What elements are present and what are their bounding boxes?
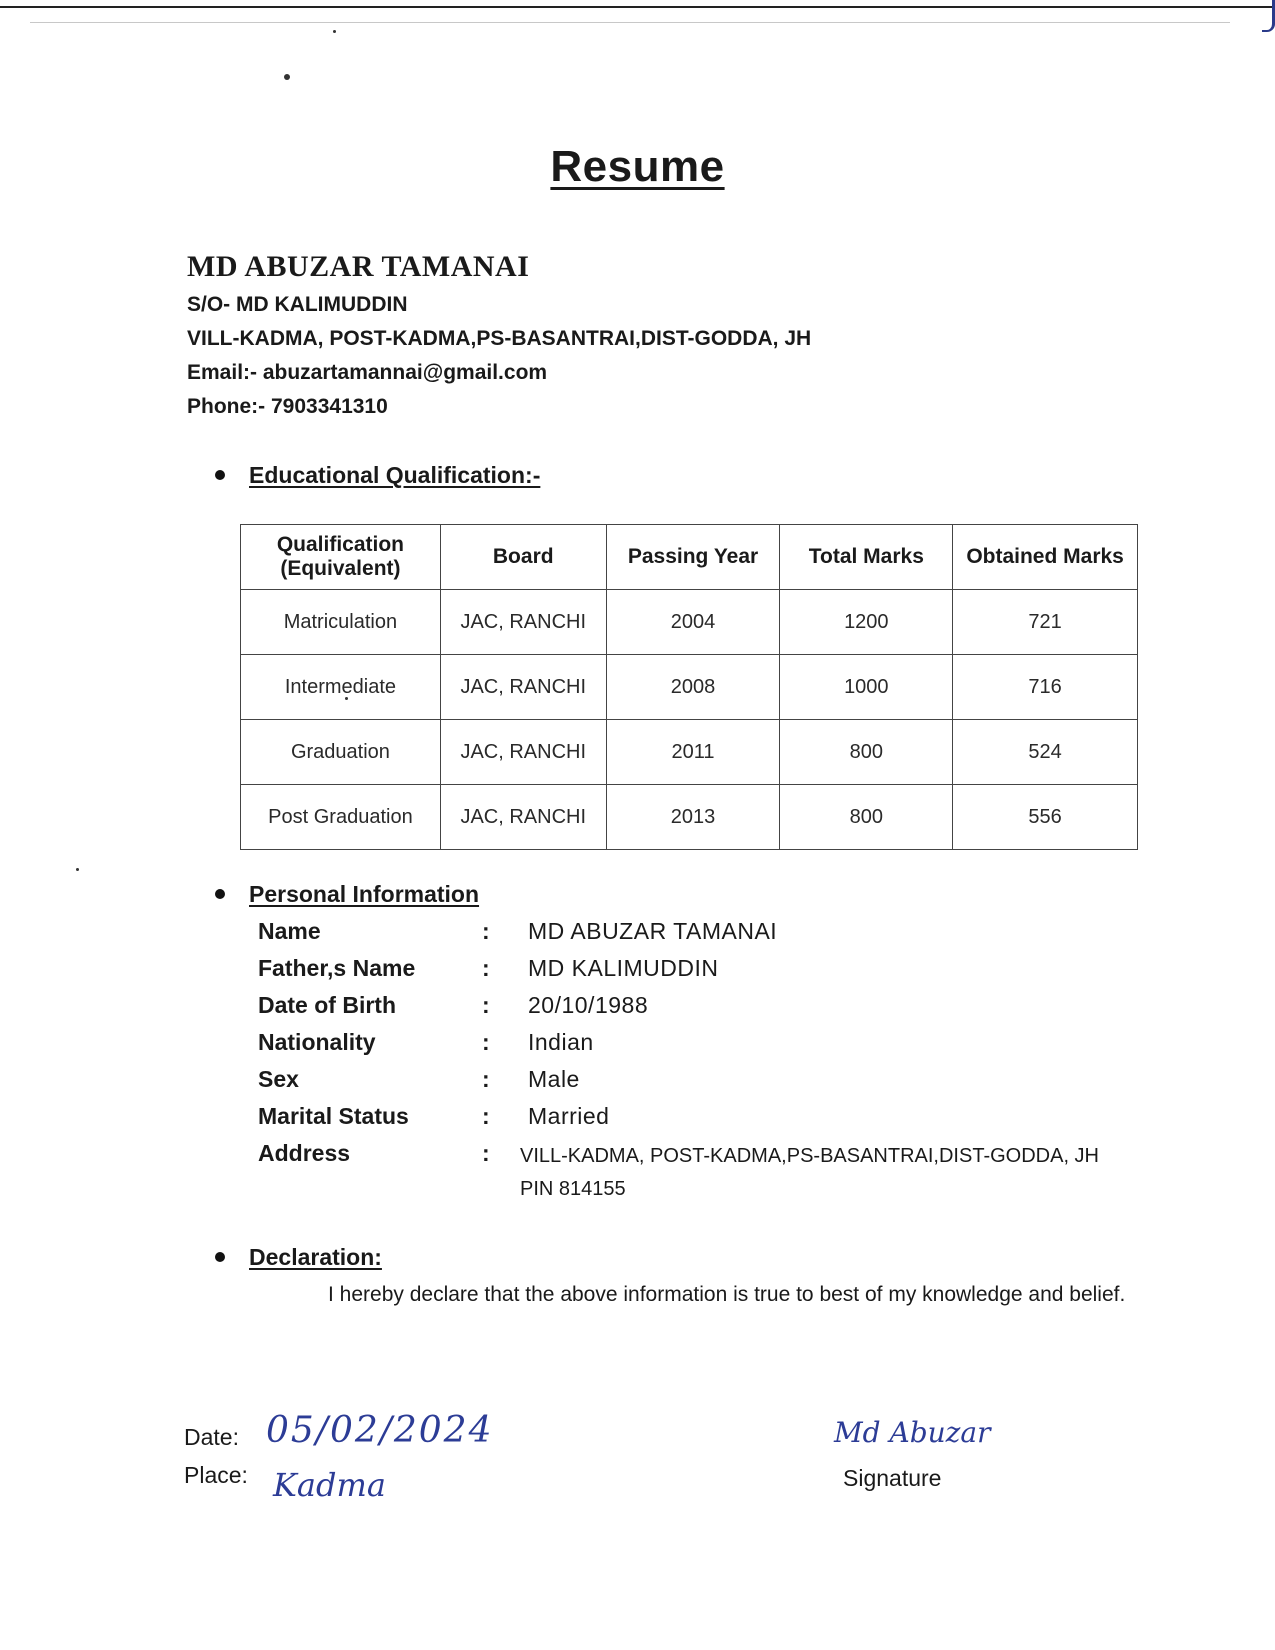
field-colon: : xyxy=(482,955,490,981)
table-row xyxy=(241,720,1138,785)
signature-label: Signature xyxy=(843,1465,942,1491)
scan-speck xyxy=(333,30,336,33)
table-cell: 2004 xyxy=(606,590,780,655)
table-row xyxy=(241,785,1138,850)
table-cell: 800 xyxy=(780,785,953,850)
column-header: Qualification (Equivalent) xyxy=(241,525,441,590)
education-heading: Educational Qualification:- xyxy=(215,462,540,489)
scan-speck xyxy=(76,868,79,871)
scan-line xyxy=(30,22,1230,23)
address-line-1: VILL-KADMA, POST-KADMA,PS-BASANTRAI,DIST-GODDA, JH xyxy=(520,1145,1099,1167)
table-cell: Graduation xyxy=(241,720,441,785)
field-label: Sex xyxy=(258,1066,299,1092)
address-line: VILL-KADMA, POST-KADMA,PS-BASANTRAI,DIST-GODDA, JH xyxy=(187,327,812,350)
table-cell: Matriculation xyxy=(241,590,441,655)
email-line: Email:- abuzartamannai@gmail.com xyxy=(187,361,548,384)
field-value: Indian xyxy=(528,1029,594,1055)
table-cell: 721 xyxy=(953,590,1138,655)
place-handwritten: Kadma xyxy=(273,1466,386,1504)
field-colon: : xyxy=(482,1029,490,1055)
table-row xyxy=(241,655,1138,720)
table-cell: 2011 xyxy=(606,720,780,785)
bullet-icon xyxy=(215,889,225,899)
field-label: Nationality xyxy=(258,1029,376,1055)
column-header: Obtained Marks xyxy=(953,525,1138,590)
table-cell: Intermediate xyxy=(241,655,441,720)
scan-top-edge xyxy=(0,0,1275,8)
table-cell: 2013 xyxy=(606,785,780,850)
table-header-row xyxy=(241,525,1138,590)
signature-handwritten: Md Abuzar xyxy=(834,1416,991,1449)
field-value: Married xyxy=(528,1103,610,1129)
field-value: 20/10/1988 xyxy=(528,992,649,1018)
column-header: Total Marks xyxy=(780,525,953,590)
table-row xyxy=(241,590,1138,655)
table-cell: JAC, RANCHI xyxy=(440,785,606,850)
table-cell: JAC, RANCHI xyxy=(440,655,606,720)
table-cell: 556 xyxy=(953,785,1138,850)
place-label: Place: xyxy=(184,1462,248,1488)
address-line-2: PIN 814155 xyxy=(520,1178,626,1200)
field-label: Date of Birth xyxy=(258,992,396,1018)
field-colon: : xyxy=(482,918,490,944)
field-label: Address xyxy=(258,1140,351,1166)
field-colon: : xyxy=(482,1066,490,1092)
father-line: S/O- MD KALIMUDDIN xyxy=(187,293,408,316)
field-value: MD ABUZAR TAMANAI xyxy=(528,918,778,944)
table-cell: JAC, RANCHI xyxy=(440,720,606,785)
date-handwritten: 05/02/2024 xyxy=(266,1410,494,1451)
table-cell: 800 xyxy=(780,720,953,785)
phone-line: Phone:- 7903341310 xyxy=(187,395,388,418)
table-cell: JAC, RANCHI xyxy=(440,590,606,655)
column-header: Board xyxy=(440,525,606,590)
field-label: Marital Status xyxy=(258,1103,409,1129)
document-title: Resume xyxy=(550,142,725,191)
field-colon: : xyxy=(482,1140,490,1166)
scan-speck xyxy=(284,74,290,80)
bullet-icon xyxy=(215,470,225,480)
field-value: MD KALIMUDDIN xyxy=(528,955,719,981)
scan-corner-mark xyxy=(1262,0,1275,32)
table-cell: 716 xyxy=(953,655,1138,720)
table-cell: 2008 xyxy=(606,655,780,720)
bullet-icon xyxy=(215,1252,225,1262)
table-cell: 524 xyxy=(953,720,1138,785)
declaration-text: I hereby declare that the above information is true to best of my knowledge and belief. xyxy=(328,1283,1126,1306)
field-label: Father,s Name xyxy=(258,955,416,981)
candidate-name: MD ABUZAR TAMANAI xyxy=(187,250,530,283)
column-header: Passing Year xyxy=(606,525,780,590)
date-label: Date: xyxy=(184,1424,239,1450)
field-colon: : xyxy=(482,992,490,1018)
declaration-heading: Declaration: xyxy=(215,1244,382,1271)
table-cell: 1000 xyxy=(780,655,953,720)
table-cell: 1200 xyxy=(780,590,953,655)
table-cell: Post Graduation xyxy=(241,785,441,850)
field-colon: : xyxy=(482,1103,490,1129)
field-label: Name xyxy=(258,918,321,944)
education-table xyxy=(240,524,1138,850)
field-value: Male xyxy=(528,1066,580,1092)
personal-heading: Personal Information xyxy=(215,881,479,908)
